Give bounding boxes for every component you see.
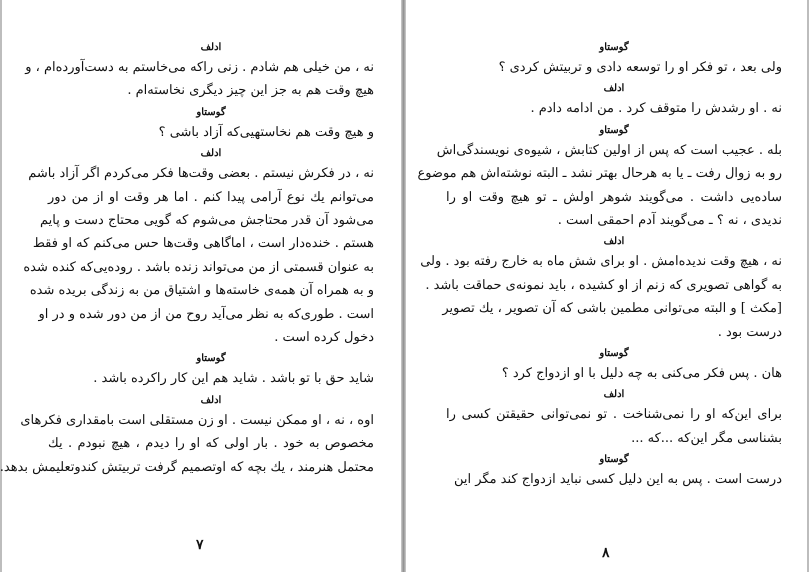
dialogue-line: نه ، من خیلی هم شادم . زنی راکه می‌خاستم به دست‌آورده‌ام ، و <box>25 60 374 75</box>
dialogue-line: به عنوان قسمتی از من می‌تواند زنده باشد . روده‌یی‌که کنده شده <box>23 259 374 275</box>
speaker-name: ادلف <box>200 394 222 406</box>
speaker-name: گوستاو <box>599 348 629 360</box>
speaker-name: ادلف <box>200 42 222 53</box>
dialogue-line: هان . پس فکر می‌کنی به چه دلیل با او ازدواج کرد ؟ <box>501 366 782 382</box>
speaker-name: گوستاو <box>196 106 226 118</box>
speaker-name: گوستاو <box>599 42 629 53</box>
dialogue-line: و هیچ وقت هم نخاستهیی‌که آزاد باشی ؟ <box>158 124 374 140</box>
right-page-text <box>417 38 782 492</box>
dialogue-line: درست بود . <box>717 324 782 340</box>
dialogue-line: برای این‌که او را نمی‌شناخت . تو نمی‌توانی حقیقتن کسی را <box>446 407 782 423</box>
speaker-name: ادلف <box>603 83 625 95</box>
dialogue-line: [مکث ] و البته می‌توانی مطمین باشی که آن تصویر ، یك تصویر <box>442 301 782 317</box>
page-edge <box>0 0 2 572</box>
dialogue-line: و به همراه آن همه‌ی خاسته‌ها و اشتیاق من به زندگی بریده شده <box>29 283 374 299</box>
page-number: ۷ <box>196 537 204 553</box>
dialogue-line: ساده‌یی داشت . می‌گویند شوهر اولش ـ تو هیچ وقت او را <box>446 189 782 205</box>
speaker-name: گوستاو <box>599 454 629 466</box>
dialogue-line: درست است . پس به این دلیل کسی نباید ازدواج کند مگر این <box>453 472 782 488</box>
dialogue-line: نه . او رشدش را متوقف کرد . من ادامه دادم . <box>530 101 782 117</box>
speaker-name: گوستاو <box>599 124 629 136</box>
dialogue-line: می‌شود آن قدر محتاجش می‌شوم که گویی محتاج دست و پایم <box>39 213 374 229</box>
speaker-name: ادلف <box>603 389 625 401</box>
speaker-name: گوستاو <box>196 353 226 365</box>
left-page-text <box>0 38 374 479</box>
dialogue-line: هستم . خنده‌دار است ، اماگاهی وقت‌ها حس می‌کنم که او فقط <box>32 236 374 252</box>
dialogue-line: نه ، هیچ وقت ندیده‌امش . او برای شش ماه به خارج رفته بود . ولی <box>420 254 782 270</box>
dialogue-line: محتمل هنرمند ، یك بچه که اوتصمیم گرفت تربیتش کندوتعلیمش بدهد. <box>0 459 374 475</box>
dialogue-line: است . طوری‌که به نظر می‌آید روح من از من دور شده و در او <box>38 306 374 322</box>
dialogue-line: نه ، در فکرش نیستم . بعضی وقت‌ها فکر می‌کردم اگر آزاد باشم <box>28 166 374 182</box>
dialogue-line: ولی بعد ، تو فکر او را توسعه دادی و تربیتش کردی ؟ <box>498 60 782 75</box>
right-page <box>406 0 809 572</box>
dialogue-line: بله . عجیب است که پس از اولین کتابش ، شیوه‌ی نویسندگی‌اش <box>436 142 782 158</box>
dialogue-line: دخول کرده است . <box>274 330 374 346</box>
dialogue-line: می‌توانم یك نوع آرامی پیدا کنم . اما هر وقت او از من دور <box>48 189 374 205</box>
dialogue-line: به گواهی تصویری که زنم از او کشیده ، باید نمونه‌ی حماقت باشد . <box>425 277 782 293</box>
speaker-name: ادلف <box>603 236 625 248</box>
speaker-name: ادلف <box>200 148 222 160</box>
dialogue-line: شاید حق با تو باشد . شاید هم این کار راکرده باشد . <box>93 371 374 387</box>
dialogue-line: اوه ، نه ، او ممکن نیست . او زن مستقلی است بامقداری فکرهای <box>20 412 374 428</box>
dialogue-line: بشناسی مگر این‌که ...که ... <box>631 430 782 446</box>
page-number: ۸ <box>602 545 610 561</box>
dialogue-line: رو به زوال رفت ـ یا به هرحال بهتر نشد ـ البته نوشته‌اش هم موضوع <box>417 166 782 182</box>
dialogue-line: مخصوص به خود . بار اولی که او را دیدم ، هیچ نبودم . یك <box>48 436 374 452</box>
dialogue-line: ندیدی ، نه ؟ ـ می‌گویند آدم احمقی است . <box>557 213 782 229</box>
left-page <box>0 0 402 572</box>
dialogue-line: هیچ وقت هم به جز این چیز دیگری نخاسته‌ام . <box>127 83 374 99</box>
